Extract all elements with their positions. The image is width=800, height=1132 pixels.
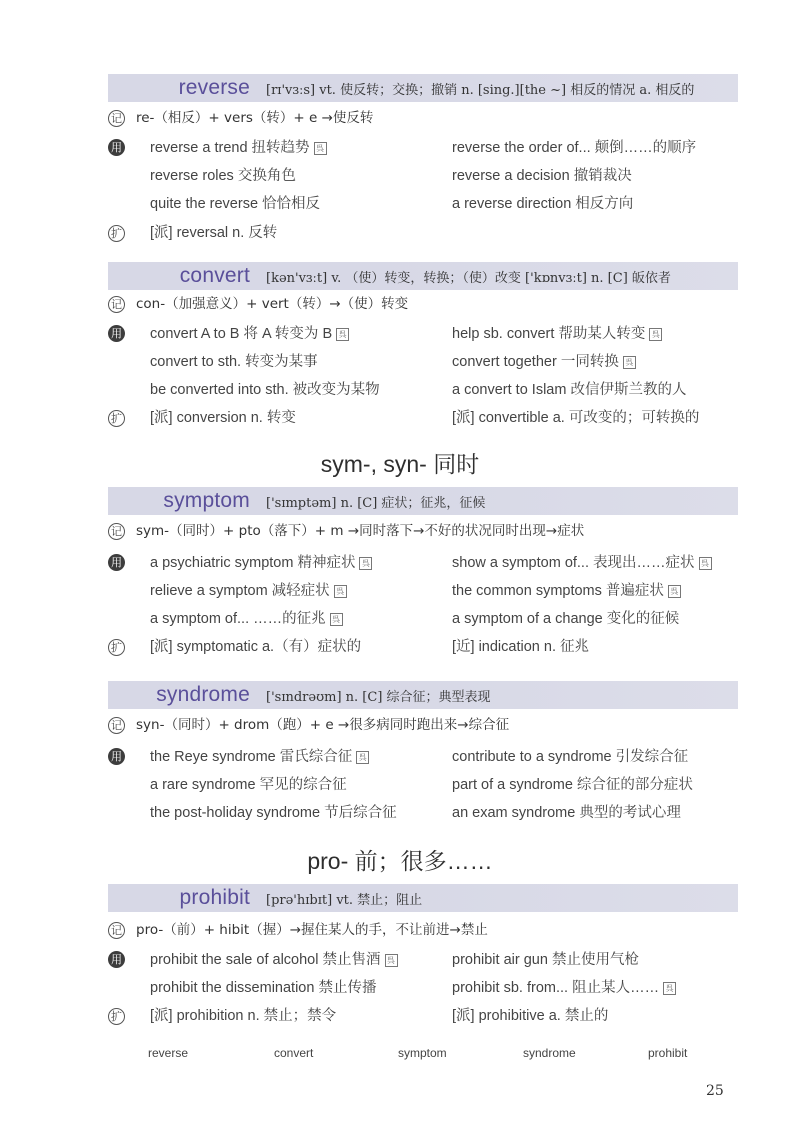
audio-tag-icon: 呉 bbox=[623, 356, 636, 369]
extension-row bbox=[108, 1002, 738, 1030]
usage-row bbox=[108, 162, 738, 190]
memo-row bbox=[108, 104, 738, 132]
memo-text: re-（相反）+ vers（转）+ e →使反转 bbox=[136, 110, 374, 126]
audio-tag-icon: 呉 bbox=[699, 557, 712, 570]
usage-item: a convert to Islam 改信伊斯兰教的人 bbox=[452, 382, 687, 398]
page-number: 25 bbox=[706, 1083, 724, 1099]
usage-row bbox=[108, 577, 738, 605]
extension-item: [派] reversal n. 反转 bbox=[150, 225, 278, 241]
memo-row bbox=[108, 916, 738, 944]
footer-word: convert bbox=[274, 1046, 314, 1060]
usage-item: the post-holiday syndrome 节后综合征 bbox=[150, 805, 397, 821]
audio-tag-icon: 呉 bbox=[663, 982, 676, 995]
entry-header bbox=[108, 681, 738, 709]
memo-icon: 记 bbox=[108, 717, 125, 734]
entry-header bbox=[108, 262, 738, 290]
usage-item: the Reye syndrome 雷氏综合征 呉 bbox=[150, 743, 369, 771]
audio-tag-icon: 呉 bbox=[668, 585, 681, 598]
footer-word-list bbox=[0, 1046, 800, 1066]
usage-item: help sb. convert 帮助某人转变 呉 bbox=[452, 320, 662, 348]
headword: syndrome bbox=[156, 683, 250, 706]
extension-item: [近] indication n. 征兆 bbox=[452, 639, 589, 655]
usage-row bbox=[108, 376, 738, 404]
usage-row bbox=[108, 605, 738, 633]
usage-row bbox=[108, 549, 738, 577]
audio-tag-icon: 呉 bbox=[334, 585, 347, 598]
memo-row bbox=[108, 517, 738, 545]
headword: reverse bbox=[178, 76, 250, 99]
usage-item: convert together 一同转换 呉 bbox=[452, 348, 636, 376]
usage-row bbox=[108, 348, 738, 376]
usage-icon: 用 bbox=[108, 139, 125, 156]
footer-word: prohibit bbox=[648, 1046, 688, 1060]
usage-item: a symptom of a change 变化的征候 bbox=[452, 611, 680, 627]
section-title-pro: pro- 前；很多…… bbox=[307, 848, 493, 874]
definition: [prə'hɪbɪt] vt. 禁止；阻止 bbox=[266, 892, 423, 908]
definition: [kən'vɜːt] v. （使）转变，转换；（使）改变 ['kɒnvɜːt] n. [C] 皈依者 bbox=[266, 270, 671, 286]
headword: symptom bbox=[163, 489, 250, 512]
memo-text: syn-（同时）+ drom（跑）+ e →很多病同时跑出来→综合征 bbox=[136, 717, 510, 733]
usage-item: prohibit air gun 禁止使用气枪 bbox=[452, 952, 639, 968]
audio-tag-icon: 呉 bbox=[385, 954, 398, 967]
usage-item: be converted into sth. 被改变为某物 bbox=[150, 382, 380, 398]
usage-icon: 用 bbox=[108, 554, 125, 571]
extension-icon: 扩 bbox=[108, 225, 125, 242]
headword: prohibit bbox=[179, 886, 250, 909]
entry-header bbox=[108, 884, 738, 912]
usage-row bbox=[108, 743, 738, 771]
usage-item: contribute to a syndrome 引发综合征 bbox=[452, 749, 689, 765]
usage-item: prohibit the sale of alcohol 禁止售酒 呉 bbox=[150, 946, 398, 974]
entry-header bbox=[108, 74, 738, 102]
memo-icon: 记 bbox=[108, 523, 125, 540]
extension-item: [派] convertible a. 可改变的；可转换的 bbox=[452, 410, 700, 426]
audio-tag-icon: 呉 bbox=[314, 142, 327, 155]
usage-row bbox=[108, 771, 738, 799]
usage-row bbox=[108, 134, 738, 162]
usage-row bbox=[108, 799, 738, 827]
footer-word: syndrome bbox=[523, 1046, 576, 1060]
usage-icon: 用 bbox=[108, 325, 125, 342]
audio-tag-icon: 呉 bbox=[336, 328, 349, 341]
usage-item: show a symptom of... 表现出……症状 呉 bbox=[452, 549, 712, 577]
entry-syndrome bbox=[108, 681, 738, 827]
section-title-sym: sym-, syn- 同时 bbox=[320, 451, 480, 477]
extension-item: [派] symptomatic a.（有）症状的 bbox=[150, 639, 362, 655]
usage-item: reverse a trend 扭转趋势 呉 bbox=[150, 134, 327, 162]
usage-item: reverse roles 交换角色 bbox=[150, 168, 296, 184]
memo-row bbox=[108, 290, 738, 318]
extension-icon: 扩 bbox=[108, 639, 125, 656]
usage-item: a psychiatric symptom 精神症状 呉 bbox=[150, 549, 372, 577]
entry-symptom bbox=[108, 487, 738, 661]
usage-row bbox=[108, 974, 738, 1002]
memo-icon: 记 bbox=[108, 296, 125, 313]
usage-item: convert to sth. 转变为某事 bbox=[150, 354, 318, 370]
usage-item: relieve a symptom 减轻症状 呉 bbox=[150, 577, 347, 605]
usage-item: quite the reverse 恰恰相反 bbox=[150, 196, 321, 212]
memo-text: sym-（同时）+ pto（落下）+ m →同时落下→不好的状况同时出现→症状 bbox=[136, 523, 585, 539]
audio-tag-icon: 呉 bbox=[330, 613, 343, 626]
usage-item: reverse a decision 撤销裁决 bbox=[452, 168, 632, 184]
headword: convert bbox=[179, 264, 250, 287]
memo-icon: 记 bbox=[108, 922, 125, 939]
entry-reverse bbox=[108, 74, 738, 247]
extension-item: [派] conversion n. 转变 bbox=[150, 410, 296, 426]
audio-tag-icon: 呉 bbox=[356, 751, 369, 764]
footer-word: reverse bbox=[148, 1046, 189, 1060]
usage-item: a symptom of... ……的征兆 呉 bbox=[150, 605, 343, 633]
extension-item: [派] prohibitive a. 禁止的 bbox=[452, 1008, 609, 1024]
audio-tag-icon: 呉 bbox=[649, 328, 662, 341]
usage-item: prohibit the dissemination 禁止传播 bbox=[150, 980, 377, 996]
footer-word: symptom bbox=[398, 1046, 447, 1060]
audio-tag-icon: 呉 bbox=[359, 557, 372, 570]
usage-item: a rare syndrome 罕见的综合征 bbox=[150, 777, 347, 793]
entry-header bbox=[108, 487, 738, 515]
extension-row bbox=[108, 404, 738, 432]
memo-text: pro-（前）+ hibit（握）→握住某人的手，不让前进→禁止 bbox=[136, 922, 488, 938]
usage-item: part of a syndrome 综合征的部分症状 bbox=[452, 777, 693, 793]
memo-icon: 记 bbox=[108, 110, 125, 127]
usage-row bbox=[108, 946, 738, 974]
usage-row bbox=[108, 190, 738, 218]
usage-item: an exam syndrome 典型的考试心理 bbox=[452, 805, 681, 821]
extension-icon: 扩 bbox=[108, 1008, 125, 1025]
usage-item: prohibit sb. from... 阻止某人…… 呉 bbox=[452, 974, 676, 1002]
usage-icon: 用 bbox=[108, 951, 125, 968]
extension-item: [派] prohibition n. 禁止；禁令 bbox=[150, 1008, 337, 1024]
memo-row bbox=[108, 711, 738, 739]
definition: ['sɪmptəm] n. [C] 症状；征兆，征候 bbox=[266, 495, 486, 511]
usage-icon: 用 bbox=[108, 748, 125, 765]
entry-prohibit bbox=[108, 884, 738, 1030]
extension-row bbox=[108, 219, 738, 247]
entry-convert bbox=[108, 262, 738, 432]
usage-item: reverse the order of... 颠倒……的顺序 bbox=[452, 140, 697, 156]
extension-icon: 扩 bbox=[108, 410, 125, 427]
extension-row bbox=[108, 633, 738, 661]
usage-item: a reverse direction 相反方向 bbox=[452, 196, 634, 212]
usage-row bbox=[108, 320, 738, 348]
memo-text: con-（加强意义）+ vert（转）→（使）转变 bbox=[136, 296, 409, 312]
definition: ['sɪndrəʊm] n. [C] 综合征；典型表现 bbox=[266, 689, 491, 705]
definition: [rɪ'vɜːs] vt. 使反转；交换；撤销 n. [sing.][the ~] 相反的情况 a. 相反的 bbox=[266, 82, 695, 98]
usage-item: the common symptoms 普遍症状 呉 bbox=[452, 577, 681, 605]
usage-item: convert A to B 将 A 转变为 B 呉 bbox=[150, 320, 349, 348]
